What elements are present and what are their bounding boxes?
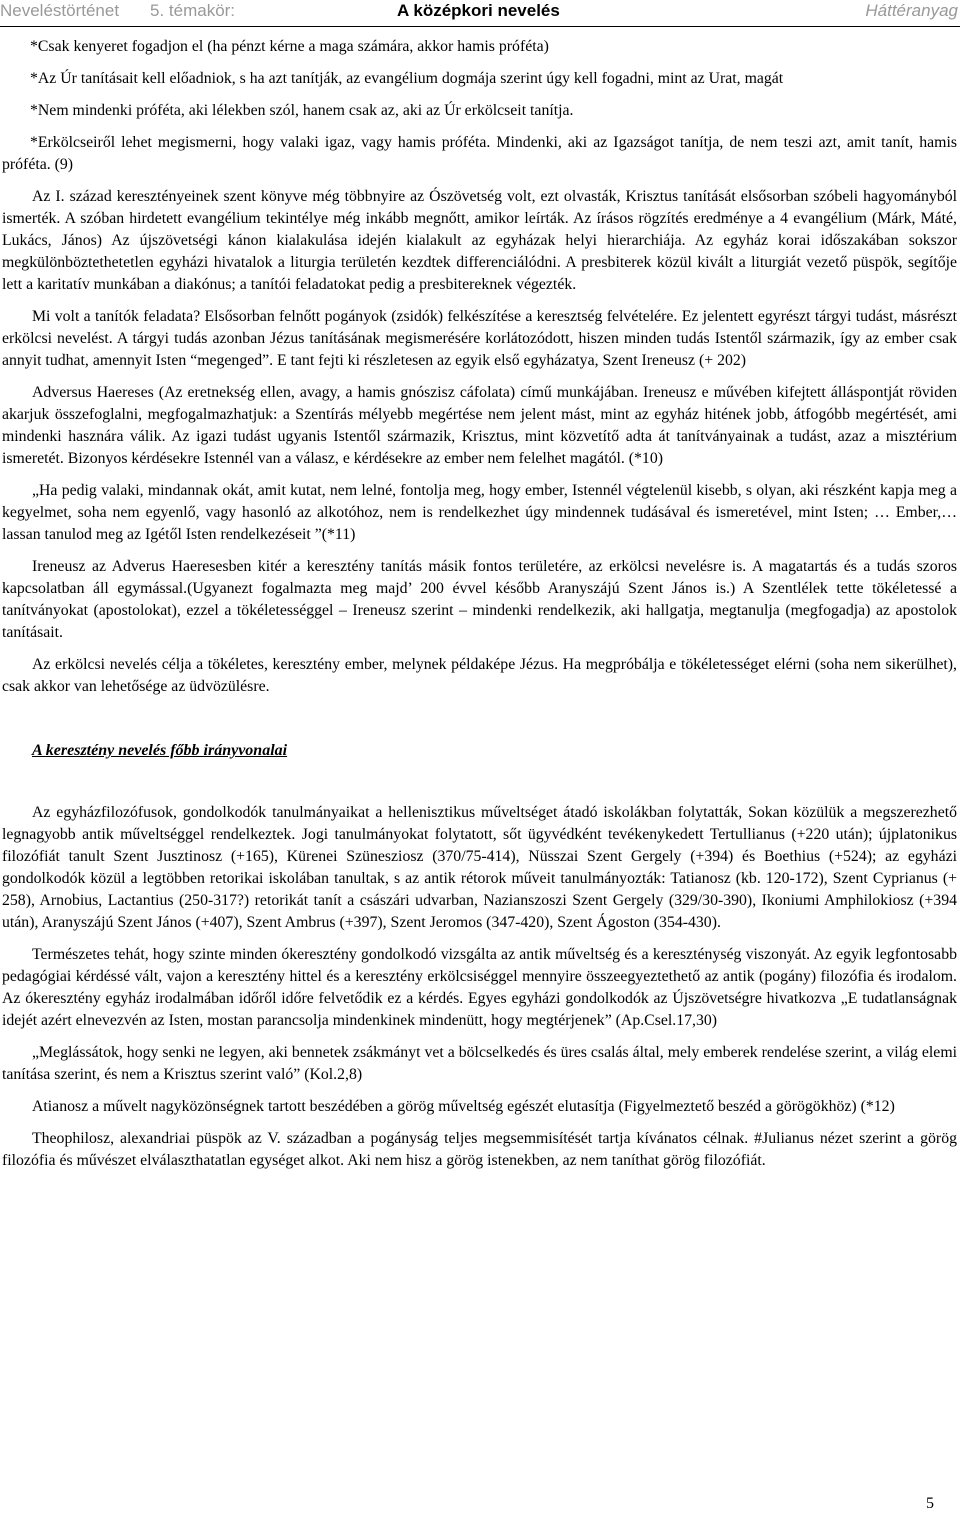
paragraph-theophilosz: Theophilosz, alexandriai püspök az V. században a pogányság teljes megsemmisítését tartja kívánatos célnak. #Julianus nézet szerint a görög filozófia és művészet elválaszthatatlan egységet alkot. Aki nem hisz a görög istenekben, az nem taníthat görög filozófiát. bbox=[2, 1130, 957, 1169]
paragraph-antique-culture: Természetes tehát, hogy szinte minden ókeresztény gondolkodó vizsgálta az antik műveltség és a kereszténység viszonyát. Az egyik legfontosabb pedagógiai kérdéssé vált, vajon a keresztény hittel és a keresztény erkölcsiséggel mennyire összeegyeztethető az antik (pogány) filozófia és irodalom. Az ókeresztény egyház irodalmában időről időre felvetődik ez a kérdés. Egyes egyházi gondolkodók az Újszövetségre hivatkozva „E tudatlanságnak idejét azért elnevezvén az Isten, mostan parancsolja mindenkinek mindenütt, hogy megtérjenek” (Ap.Csel.17,30) bbox=[2, 946, 957, 1029]
paragraph-moral-education: Ireneusz az Adverus Haeresesben kitér a keresztény tanítás másik fontos területére, az erkölcsi nevelésre is. A magatartás és a tudás szoros kapcsolatban áll egymással.(Ugyanezt fogalmazta meg majd’ 200 évvel később Aranyszájú Szent János is.) A Szentlélek tette tökéletessé a tanítványokat (apostolokat), ezzel a tökéletességgel – Ireneusz szerint – mindenki rendelkezik, aki hallgatja, megtanulja (megfogadja) az apostolok tanításait. bbox=[2, 558, 957, 641]
paragraph-adversus-haereses: Adversus Haereses (Az eretnekség ellen, avagy, a hamis gnószisz cáfolata) című munkájában. Ireneusz e művében kifejtett álláspontját röviden akarjuk összefoglalni, megfogalmazhatjuk: a Szentírás mélyebb megértése nem jelent mást, mint az egyház hitének jobb, átfogóbb megértését, ami mindenki hasznára válik. Az igazi tudást ugyanis Istentől származik, Krisztus, mint közvetítő adta át tanítványainak a tudást, azaz a misztérium ismeretét. Bizonyos kérdésekre Istennél van a válasz, e kérdésekre az ember nem felelhet magától. (*10) bbox=[2, 384, 957, 467]
header-title: A középkori nevelés bbox=[397, 1, 560, 20]
quote-colossians: „Meglássátok, hogy senki ne legyen, aki bennetek zsákmányt vet a bölcselkedés és üres csalás által, mely emberek rendelése szerint, a világ elemi tanítása szerint, és nem a Krisztus szerint való” (Kol.2,8) bbox=[2, 1044, 957, 1083]
prophet-rule-1: *Csak kenyeret fogadjon el (ha pénzt kérne a maga számára, akkor hamis próféta) bbox=[30, 38, 549, 55]
header-section: Háttéranyag bbox=[865, 1, 958, 20]
paragraph-atianosz: Atianosz a művelt nagyközönségnek tartott beszédében a görög műveltség egészét elutasítja (Figyelmeztető beszéd a görögökhöz) (*12) bbox=[32, 1098, 895, 1115]
prophet-rule-4: *Erkölcseiről lehet megismerni, hogy valaki igaz, vagy hamis próféta. Mindenki, aki az Igazságot tanítja, de nem teszi azt, amit tanít, hamis próféta. (9) bbox=[2, 134, 957, 173]
paragraph-teachers-task: Mi volt a tanítók feladata? Elsősorban felnőtt pogányok (zsidók) felkészítése a keresztség felvételére. Ez jelentett egyrészt tárgyi tudást, másrészt erkölcsi nevelést. A tárgyi tudás azonban Jézus tanításának megismerésére korlátozódott, hiszen minden tudás Istentől származik, így az ember csak annyit tudhat, amennyit Isten “megenged”. E tant fejti ki részletesen az egyik első egyházatya, Szent Ireneusz (+ 202) bbox=[2, 308, 957, 369]
prophet-rule-2: *Az Úr tanításait kell előadniok, s ha azt tanítják, az evangélium dogmája szerint úgy kell fogadni, mint az Urat, magát bbox=[30, 70, 784, 87]
quote-ireneus: „Ha pedig valaki, mindannak okát, amit kutat, nem lelné, fontolja meg, hogy ember, Istennél végtelenül kisebb, s olyan, aki részként kapja meg a kegyelmet, soha nem egyenlő, vagy hasonló az alkotóhoz, nem is rendelkezhet úgy mindennek tudásával és ismeretével, mint Isten; … Ember,… lassan tanulod meg az Igétől Isten rendelkezéseit ”(*11) bbox=[2, 482, 957, 543]
page-number: 5 bbox=[926, 1495, 934, 1512]
document-body bbox=[2, 36, 957, 1172]
header-course: Neveléstörténet bbox=[0, 1, 120, 20]
prophet-rule-3: *Nem mindenki próféta, aki lélekben szól, hanem csak az, aki az Úr erkölcseit tanítja. bbox=[30, 102, 574, 119]
section-heading: A keresztény nevelés főbb irányvonalai bbox=[32, 742, 288, 759]
running-header bbox=[0, 0, 960, 27]
paragraph-church-philosophers: Az egyházfilozófusok, gondolkodók tanulmányaikat a hellenisztikus műveltséget átadó iskolákban folytatták, Sokan közülük a megszerezhető legnagyobb antik műveltséggel rendelkeztek. Jogi tanulmányokat folytatott, sőt ügyvédként tevékenykedett Tertullianus (+220 után); újplatonikus filozófiát tanult Szent Jusztinosz (+165), Kürenei Szünesziosz (370/75-414), Nüsszai Szent Gergely (+394) és Boethius (+524); az egyházi gondolkodók közül a legtöbben retorikai iskolában tanultak, s az antik rétorok műveit tanulmányozták: Tatianosz (kb. 120-172), Szent Cyprianus (+ 258), Arnobius, Lactantius (250-317?) retorikát tanít a császári udvarban, Nazianszoszi Szent Gergely (329/30-390), Ikoniumi Amphilokiosz (+394 után), Aranyszájú Szent János (+407), Szent Ambrus (+397), Szent Jeromos (347-420), Szent Ágoston (354-430). bbox=[2, 804, 957, 931]
paragraph-moral-goal: Az erkölcsi nevelés célja a tökéletes, keresztény ember, melynek példaképe Jézus. Ha megpróbálja e tökéletességet elérni (soha nem sikerülhet), csak akkor van lehetősége az üdvözülésre. bbox=[2, 656, 957, 695]
paragraph-early-church: Az I. század keresztényeinek szent könyve még többnyire az Ószövetség volt, ezt olvasták, Krisztus tanítását elsősorban szóbeli hagyományból ismerték. A szóban hirdetett evangélium tekintélye még inkább megnőtt, amikor leírták. Az írásos rögzítés eredménye a 4 evangélium (Márk, Máté, Lukács, János) Az újszövetségi kánon kialakulása idején kialakult az egyházak helyi hierarchiája. Az egyház korai időszakában sokszor megkülönböztethetetlen egyházi hivatalok a liturgia területén kezdtek differenciálódni. A presbiterek közül kivált a liturgiát vezető püspök, segítője lett a karitatív munkában a diakónus; a tanítói feladatokat pedig a presbitereknek végezték. bbox=[2, 188, 957, 293]
header-topic: 5. témakör: bbox=[150, 1, 236, 20]
